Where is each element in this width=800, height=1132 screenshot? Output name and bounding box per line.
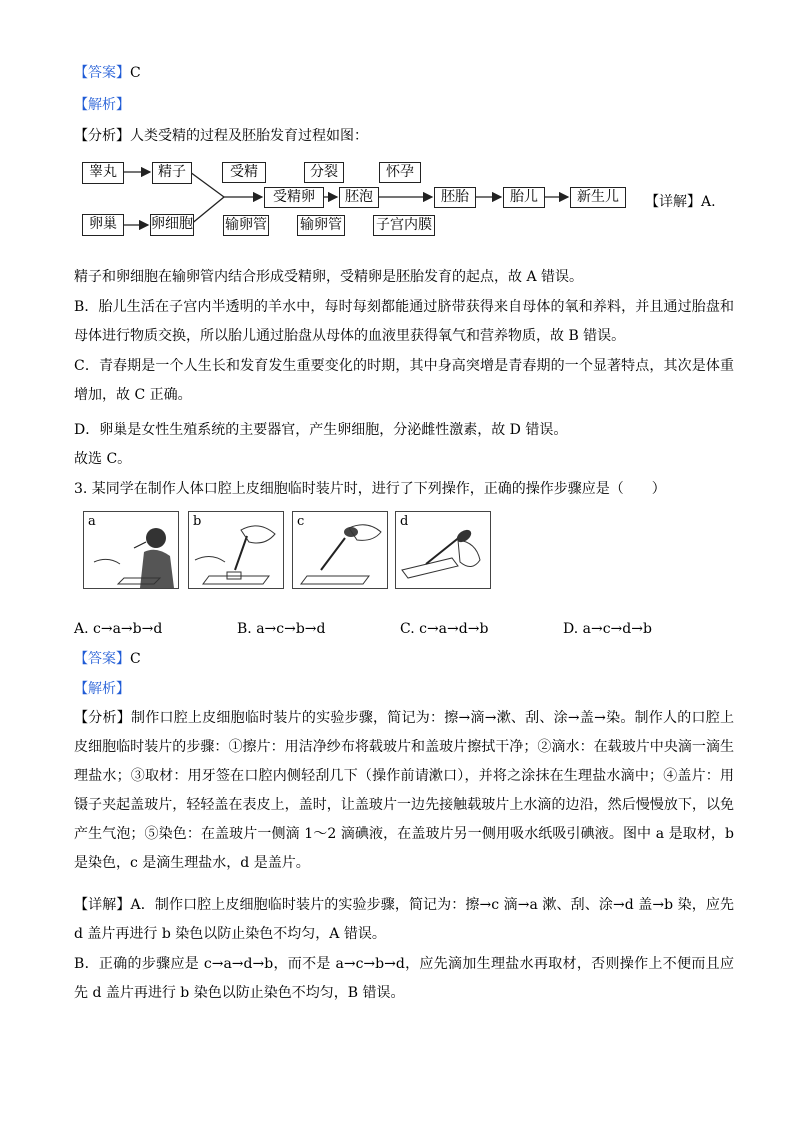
q3-para-b: B．正确的步骤应是 c→a→d→b，而不是 a→c→b→d，应先滴加生理盐水再取材，否则操作上不便而且应先 d 盖片再进行 b 染色以防止染色不均匀，B 错误。 (74, 956, 734, 1001)
box-zigongneimo: 子宫内膜 (373, 215, 435, 236)
answer-tag: 【答案】 (74, 65, 130, 81)
box-huaiyun: 怀孕 (379, 162, 421, 183)
box-peitai: 胚胎 (434, 187, 476, 208)
q2-para-c: C．青春期是一个人生长和发育发生重要变化的时期，其中身高突增是青春期的一个显著特点，其次是体重增加，故 C 正确。 (74, 358, 734, 403)
box-jingzi: 精子 (152, 162, 192, 184)
q3-analysis-tag: 【解析】 (74, 681, 130, 697)
box-gaowan: 睾丸 (82, 162, 124, 184)
box-luanchao: 卵巢 (82, 214, 124, 236)
answer-value: C (130, 65, 141, 81)
box-peipao: 胚泡 (339, 187, 379, 208)
q3-fenxi-para (74, 704, 734, 878)
box-shuluanguan-2: 输卵管 (297, 215, 345, 236)
option-c: C. c→a→d→b (400, 621, 489, 637)
xiangjie-tag: 【详解】 (645, 194, 701, 210)
q3-fenxi-text: 制作口腔上皮细胞临时装片的实验步骤，简记为：擦→滴→漱、刮、涂→盖→染。制作人的口腔上皮细胞临时装片的步骤：①擦片：用洁净纱布将载玻片和盖玻片擦拭干净；②滴水：在载玻片中央滴一滴生理盐水；③取材：用牙签在口腔内侧轻刮几下（操作前请漱口），并将之涂抹在生理盐水滴中；④盖片：用镊子夹起盖玻片，轻轻盖在表皮上，盖时，让盖玻片一边先接触载玻片上水滴的边沿，然后慢慢放下，以免产生气泡；⑤染色：在盖玻片一侧滴 1～2 滴碘液，在盖玻片另一侧用吸水纸吸引碘液。图中 a 是取材，b 是染色，c 是滴生理盐水，d 是盖片。 (74, 710, 735, 871)
fenxi-text: 人类受精的过程及胚胎发育过程如图： (130, 128, 368, 144)
q3-xiangjie-tag: 【详解】 (74, 897, 131, 913)
box-shoujingluan: 受精卵 (264, 187, 324, 208)
q3-xiangjie-para (74, 891, 734, 949)
box-xinshenger: 新生儿 (570, 187, 626, 208)
image-a-label: a (88, 514, 96, 529)
q3-answer-tag: 【答案】 (74, 651, 130, 667)
image-a-drawing (84, 512, 178, 588)
q3-fenxi-tag: 【分析】 (74, 710, 131, 726)
option-b: B. a→c→b→d (237, 621, 326, 637)
q3-stem: 3. 某同学在制作人体口腔上皮细胞临时装片时，进行了下列操作，正确的操作步骤应是（ ） (74, 481, 666, 497)
box-fenlie: 分裂 (304, 162, 344, 183)
q3-xiangjie-text: A．制作口腔上皮细胞临时装片的实验步骤，简记为：擦→c 滴→a 漱、刮、涂→d 盖→b 染，应先 d 盖片再进行 b 染色以防止染色不均匀，A 错误。 (74, 897, 735, 942)
image-d-label: d (400, 514, 409, 529)
xiangjie-a-head: A. (701, 194, 716, 210)
image-a (83, 511, 179, 589)
box-luanxibao: 卵细胞 (150, 214, 194, 236)
q3-answer-line (74, 649, 141, 669)
image-c (292, 511, 388, 589)
image-c-drawing (293, 512, 387, 588)
image-d (395, 511, 491, 589)
q3-answer-value: C (130, 651, 141, 667)
image-b-label: b (193, 514, 202, 529)
analysis-tag: 【解析】 (74, 97, 130, 113)
box-shuluanguan-1: 输卵管 (223, 215, 269, 236)
q2-para-b: B．胎儿生活在子宫内半透明的羊水中，每时每刻都能通过脐带获得来自母体的氧和养料，并且通过胎盘和母体进行物质交换，所以胎儿通过胎盘从母体的血液里获得氧气和营养物质，故 B 错误。 (74, 299, 734, 344)
option-d: D. a→c→d→b (563, 621, 652, 637)
q2-line-a: 精子和卵细胞在输卵管内结合形成受精卵，受精卵是胚胎发育的起点，故 A 错误。 (74, 269, 584, 285)
q2-line-d: D．卵巢是女性生殖系统的主要器官，产生卵细胞，分泌雌性激素，故 D 错误。 (74, 422, 568, 438)
image-b (188, 511, 284, 589)
box-shoujing: 受精 (222, 162, 266, 183)
image-c-label: c (297, 514, 305, 529)
box-taier: 胎儿 (503, 187, 545, 208)
option-a: A. c→a→b→d (74, 621, 163, 637)
q2-conclusion: 故选 C。 (74, 451, 132, 467)
image-b-drawing (189, 512, 283, 588)
xiangjie-inline (645, 192, 716, 212)
image-d-drawing (396, 512, 490, 588)
fenxi-tag: 【分析】 (74, 128, 130, 144)
